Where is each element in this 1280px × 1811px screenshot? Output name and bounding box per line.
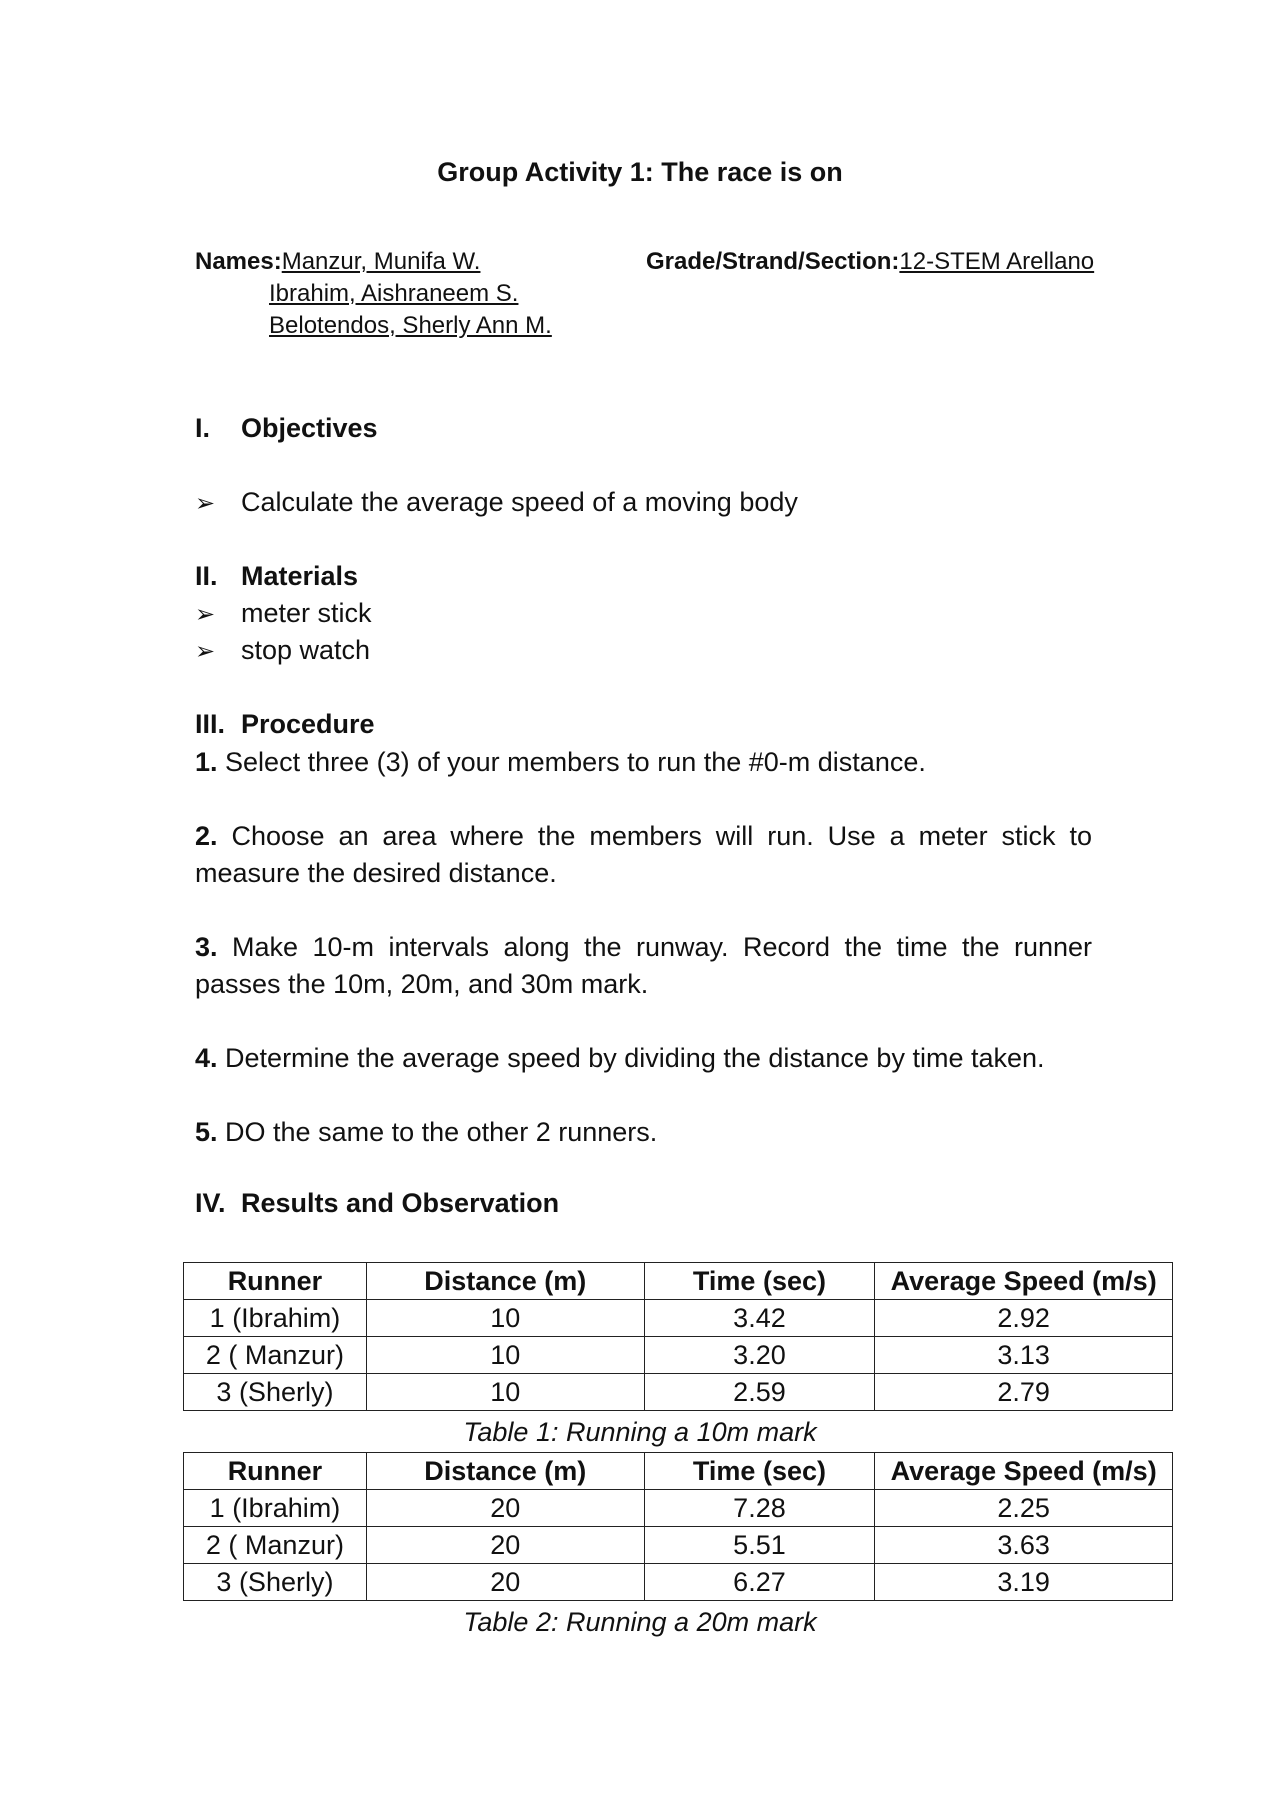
procedure-title: Procedure [241, 709, 375, 739]
cell-distance: 10 [366, 1337, 644, 1374]
header-runner: Runner [184, 1263, 367, 1300]
objective-item [195, 487, 798, 518]
procedure-step [195, 744, 1092, 781]
cell-time: 3.42 [644, 1300, 875, 1337]
table-header-row [184, 1263, 1173, 1300]
step-number: 1. [195, 747, 218, 777]
material-text: stop watch [241, 635, 371, 665]
material-item [195, 598, 372, 629]
cell-speed: 3.19 [875, 1564, 1173, 1601]
results-table-2 [183, 1452, 1173, 1601]
table-row [184, 1564, 1173, 1601]
step-number: 5. [195, 1117, 218, 1147]
cell-runner: 1 (Ibrahim) [184, 1300, 367, 1337]
results-heading [195, 1188, 559, 1219]
header-time: Time (sec) [644, 1453, 875, 1490]
cell-runner: 3 (Sherly) [184, 1374, 367, 1411]
procedure-heading [195, 709, 375, 740]
name-1: Manzur, Munifa W. [281, 248, 481, 275]
materials-num: II. [195, 561, 218, 591]
material-item [195, 635, 370, 666]
table-row [184, 1490, 1173, 1527]
table-row [184, 1337, 1173, 1374]
step-text: Choose an area where the members will run. Use a meter stick to measure the desired distance. [195, 821, 1092, 888]
results-num: IV. [195, 1188, 226, 1218]
cell-time: 6.27 [644, 1564, 875, 1601]
step-text: Determine the average speed by dividing the distance by time taken. [217, 1043, 1045, 1073]
table-row [184, 1300, 1173, 1337]
materials-title: Materials [241, 561, 359, 591]
objectives-title: Objectives [241, 413, 378, 443]
names-label: Names: [195, 248, 282, 275]
header-speed: Average Speed (m/s) [875, 1263, 1173, 1300]
cell-speed: 2.79 [875, 1374, 1173, 1411]
results-title: Results and Observation [241, 1188, 560, 1218]
procedure-step [195, 1040, 1092, 1077]
step-number: 2. [195, 821, 218, 851]
cell-speed: 3.13 [875, 1337, 1173, 1374]
step-number: 4. [195, 1043, 218, 1073]
results-table-1 [183, 1262, 1173, 1411]
step-text: Make 10-m intervals along the runway. Record the time the runner passes the 10m, 20m, and 30m mark. [195, 932, 1092, 999]
objectives-heading [195, 413, 378, 444]
cell-distance: 20 [366, 1490, 644, 1527]
procedure-step [195, 818, 1092, 892]
header-runner: Runner [184, 1453, 367, 1490]
name-3: Belotendos, Sherly Ann M. [269, 312, 552, 339]
table-2-caption: Table 2: Running a 20m mark [463, 1607, 817, 1637]
cell-time: 2.59 [644, 1374, 875, 1411]
cell-runner: 1 (Ibrahim) [184, 1490, 367, 1527]
procedure-step [195, 1114, 1092, 1151]
names-block [195, 246, 552, 342]
table-header-row [184, 1453, 1173, 1490]
cell-distance: 10 [366, 1374, 644, 1411]
step-text: Select three (3) of your members to run the #0-m distance. [217, 747, 926, 777]
arrow-bullet-icon: ➢ [195, 490, 216, 517]
cell-runner: 2 ( Manzur) [184, 1527, 367, 1564]
page-title: Group Activity 1: The race is on [437, 157, 843, 187]
cell-speed: 3.63 [875, 1527, 1173, 1564]
header-time: Time (sec) [644, 1263, 875, 1300]
cell-distance: 20 [366, 1564, 644, 1601]
header-distance: Distance (m) [366, 1263, 644, 1300]
name-2: Ibrahim, Aishraneem S. [269, 280, 519, 307]
cell-distance: 20 [366, 1527, 644, 1564]
step-text: DO the same to the other 2 runners. [217, 1117, 658, 1147]
material-text: meter stick [241, 598, 372, 628]
table-row [184, 1527, 1173, 1564]
grade-label: Grade/Strand/Section: [646, 248, 900, 275]
materials-heading [195, 561, 358, 592]
cell-speed: 2.92 [875, 1300, 1173, 1337]
objective-text: Calculate the average speed of a moving body [241, 487, 798, 517]
table-row [184, 1374, 1173, 1411]
cell-distance: 10 [366, 1300, 644, 1337]
cell-runner: 3 (Sherly) [184, 1564, 367, 1601]
header-distance: Distance (m) [366, 1453, 644, 1490]
arrow-bullet-icon: ➢ [195, 638, 216, 665]
procedure-num: III. [195, 709, 226, 739]
grade-block [646, 246, 1094, 278]
cell-time: 3.20 [644, 1337, 875, 1374]
objectives-num: I. [195, 413, 211, 443]
arrow-bullet-icon: ➢ [195, 601, 216, 628]
cell-runner: 2 ( Manzur) [184, 1337, 367, 1374]
cell-time: 5.51 [644, 1527, 875, 1564]
cell-time: 7.28 [644, 1490, 875, 1527]
procedure-step [195, 929, 1092, 1003]
cell-speed: 2.25 [875, 1490, 1173, 1527]
grade-value: 12-STEM Arellano [899, 248, 1095, 275]
table-1-caption: Table 1: Running a 10m mark [463, 1417, 817, 1447]
step-number: 3. [195, 932, 218, 962]
header-speed: Average Speed (m/s) [875, 1453, 1173, 1490]
